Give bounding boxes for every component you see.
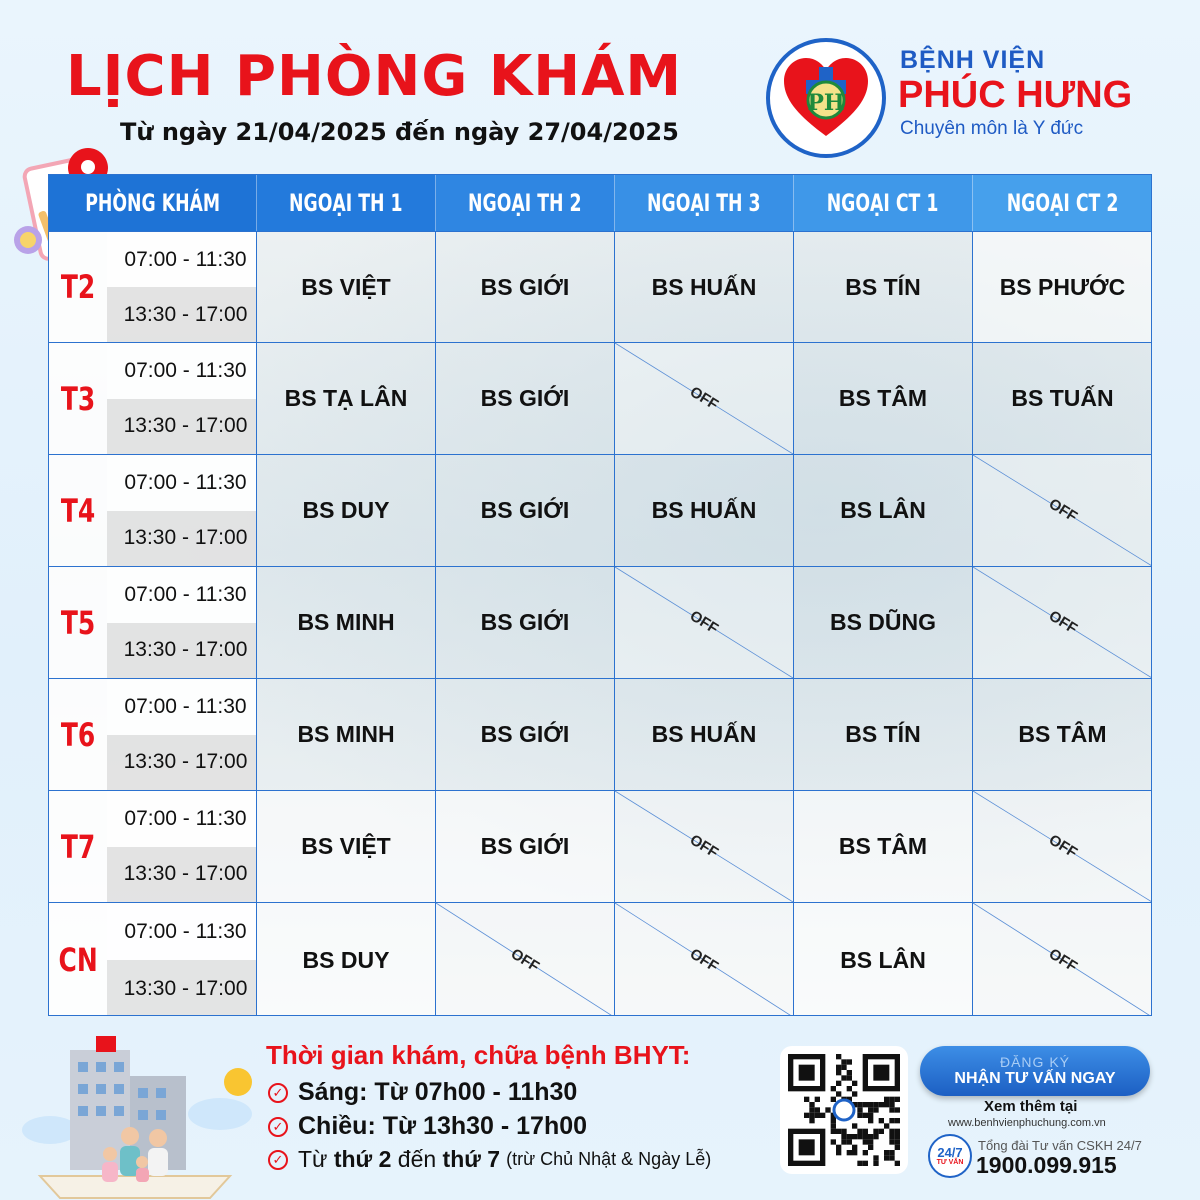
doctor-cell: BS VIỆT (257, 791, 436, 902)
doctor-cell: BS TÂM (794, 343, 973, 454)
table-row (49, 902, 1152, 1016)
off-label: OFF (686, 607, 722, 638)
time-slots (107, 679, 257, 790)
off-cell (973, 567, 1152, 678)
check-circle-icon: ✓ (268, 1150, 288, 1170)
time-morning: 07:00 - 11:30 (107, 679, 256, 735)
time-slots (107, 455, 257, 566)
header-col-5: NGOẠI CT 2 (973, 175, 1152, 231)
doctor-cell: BS TÍN (794, 232, 973, 342)
time-slots (107, 903, 257, 1016)
off-cell (973, 791, 1152, 902)
off-cell (615, 791, 794, 902)
bhyt-title: Thời gian khám, chữa bệnh BHYT: (266, 1040, 691, 1070)
time-afternoon: 13:30 - 17:00 (107, 847, 256, 903)
doctor-cell: BS LÂN (794, 903, 973, 1016)
header-col-4: NGOẠI CT 1 (794, 175, 973, 231)
time-afternoon: 13:30 - 17:00 (107, 399, 256, 455)
time-afternoon: 13:30 - 17:00 (107, 960, 256, 1016)
doctor-cell: BS GIỚI (436, 567, 615, 678)
doctor-cell: BS GIỚI (436, 679, 615, 790)
off-cell (973, 903, 1152, 1016)
doctor-cell: BS HUẤN (615, 455, 794, 566)
time-slots (107, 232, 257, 342)
doctor-cell: BS TÂM (794, 791, 973, 902)
day-label: T5 (49, 567, 107, 678)
qr-code[interactable] (780, 1046, 908, 1174)
day-label: T7 (49, 791, 107, 902)
off-label: OFF (1045, 495, 1080, 526)
doctor-cell: BS LÂN (794, 455, 973, 566)
bhyt-morning-text: Sáng: Từ 07h00 - 11h30 (298, 1078, 578, 1106)
time-slots (107, 791, 257, 902)
bhyt-days (268, 1146, 711, 1173)
cta-line1: ĐĂNG KÝ (999, 1054, 1070, 1070)
check-circle-icon: ✓ (268, 1083, 288, 1103)
doctor-cell: BS TÍN (794, 679, 973, 790)
hospital-name-line1: BỆNH VIỆN (900, 46, 1046, 74)
table-header-row (49, 175, 1152, 231)
time-afternoon: 13:30 - 17:00 (107, 287, 256, 342)
doctor-cell: BS TẠ LÂN (257, 343, 436, 454)
off-label: OFF (686, 831, 722, 862)
hotline-badge-sub: TƯ VẤN (936, 1159, 964, 1166)
check-circle-icon: ✓ (268, 1117, 288, 1137)
off-cell (615, 903, 794, 1016)
bhyt-days-prefix: Từ (298, 1146, 328, 1172)
time-afternoon: 13:30 - 17:00 (107, 623, 256, 679)
hospital-logo (766, 38, 886, 158)
bhyt-afternoon-text: Chiều: Từ 13h30 - 17h00 (298, 1112, 588, 1140)
time-morning: 07:00 - 11:30 (107, 903, 256, 960)
hotline-label: Tổng đài Tư vấn CSKH 24/7 (978, 1138, 1142, 1153)
off-cell (436, 903, 615, 1016)
time-morning: 07:00 - 11:30 (107, 455, 256, 511)
off-label: OFF (1045, 607, 1080, 638)
day-label: T3 (49, 343, 107, 454)
header-clinic-label: PHÒNG KHÁM (49, 175, 257, 231)
doctor-cell: BS DŨNG (794, 567, 973, 678)
table-row (49, 678, 1152, 790)
doctor-cell: BS VIỆT (257, 232, 436, 342)
hospital-family-illustration (10, 1026, 260, 1200)
time-afternoon: 13:30 - 17:00 (107, 735, 256, 791)
doctor-cell: BS GIỚI (436, 343, 615, 454)
schedule-table (48, 174, 1152, 1016)
qr-code-icon (788, 1054, 900, 1166)
doctor-cell: BS DUY (257, 455, 436, 566)
table-row (49, 231, 1152, 342)
cta-line2: NHẬN TƯ VẤN NGAY (954, 1070, 1116, 1087)
off-label: OFF (686, 944, 722, 976)
doctor-cell: BS DUY (257, 903, 436, 1016)
off-label: OFF (1045, 831, 1080, 862)
off-label: OFF (686, 383, 722, 414)
logo-initials: PH (807, 90, 845, 116)
off-label: OFF (507, 944, 543, 976)
hospital-name-line2: PHÚC HƯNG (898, 74, 1133, 116)
doctor-cell: BS MINH (257, 567, 436, 678)
bhyt-afternoon (268, 1112, 587, 1141)
doctor-cell: BS HUẤN (615, 232, 794, 342)
header-col-1: NGOẠI TH 1 (257, 175, 436, 231)
off-label: OFF (1045, 944, 1080, 976)
time-morning: 07:00 - 11:30 (107, 567, 256, 623)
day-label: T6 (49, 679, 107, 790)
table-row (49, 342, 1152, 454)
hotline-24-7-icon (928, 1134, 972, 1178)
off-cell (973, 455, 1152, 566)
table-row (49, 454, 1152, 566)
date-range: Từ ngày 21/04/2025 đến ngày 27/04/2025 (120, 118, 679, 146)
bhyt-morning (268, 1078, 577, 1107)
doctor-cell: BS MINH (257, 679, 436, 790)
page-title: LỊCH PHÒNG KHÁM (66, 44, 683, 109)
header-col-3: NGOẠI TH 3 (615, 175, 794, 231)
time-slots (107, 343, 257, 454)
bhyt-days-note: (trừ Chủ Nhật & Ngày Lễ) (506, 1149, 712, 1169)
doctor-cell: BS PHƯỚC (973, 232, 1152, 342)
time-morning: 07:00 - 11:30 (107, 343, 256, 399)
doctor-cell: BS GIỚI (436, 455, 615, 566)
time-afternoon: 13:30 - 17:00 (107, 511, 256, 567)
bhyt-days-mid: đến (397, 1146, 437, 1172)
doctor-cell: BS GIỚI (436, 791, 615, 902)
table-row (49, 790, 1152, 902)
time-slots (107, 567, 257, 678)
see-more-label: Xem thêm tại (984, 1098, 1078, 1115)
day-label: T2 (49, 232, 107, 342)
website-link[interactable]: www.benhvienphuchung.com.vn (948, 1117, 1106, 1129)
doctor-cell: BS HUẤN (615, 679, 794, 790)
table-row (49, 566, 1152, 678)
register-consult-button[interactable] (920, 1046, 1150, 1096)
hospital-slogan: Chuyên môn là Y đức (900, 118, 1084, 139)
off-cell (615, 567, 794, 678)
time-morning: 07:00 - 11:30 (107, 791, 256, 847)
bhyt-days-from: thứ 2 (333, 1146, 392, 1172)
day-label: CN (49, 903, 107, 1016)
hotline-badge-main: 24/7 (937, 1145, 963, 1160)
day-label: T4 (49, 455, 107, 566)
hotline-number[interactable]: 1900.099.915 (976, 1152, 1117, 1178)
doctor-cell: BS TUẤN (1011, 385, 1114, 411)
doctor-cell: BS GIỚI (436, 232, 615, 342)
bhyt-days-to: thứ 7 (442, 1146, 501, 1172)
off-cell (615, 343, 794, 454)
header-col-2: NGOẠI TH 2 (436, 175, 615, 231)
time-morning: 07:00 - 11:30 (107, 232, 256, 287)
doctor-cell: BS TÂM (1018, 721, 1107, 747)
